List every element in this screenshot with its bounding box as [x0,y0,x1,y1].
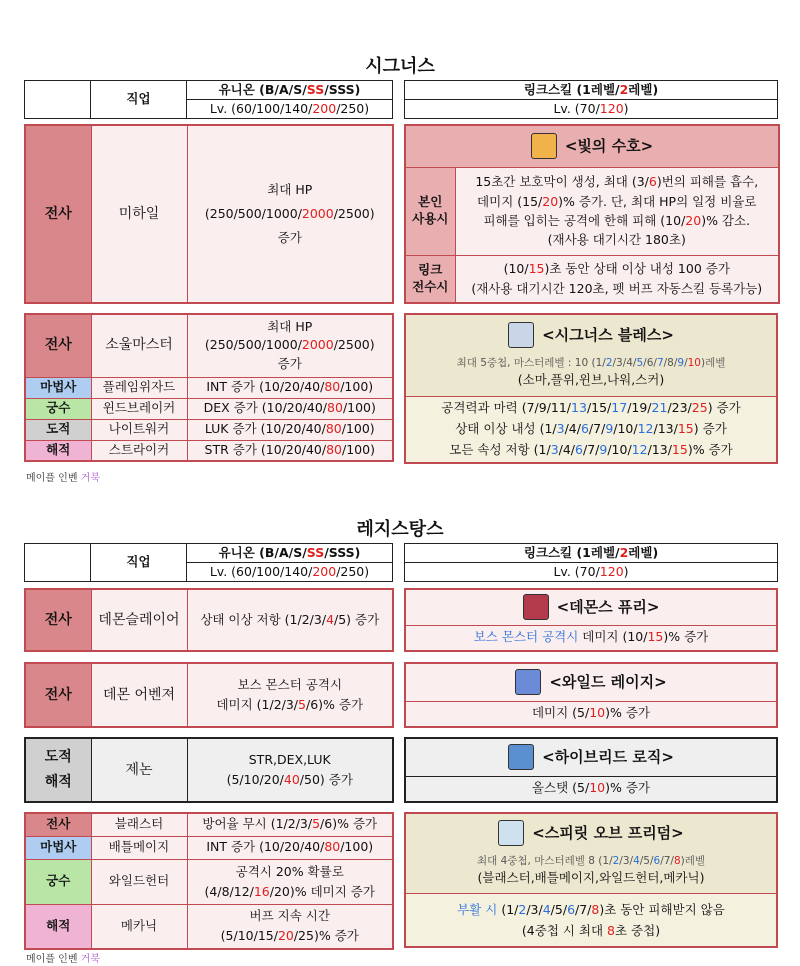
job-soulmaster: 소울마스터 [91,314,187,377]
battlemage-union-effect: INT 증가 (10/20/40/80/100) [187,836,393,859]
mihile-link-block [404,124,780,304]
cygnus-bless-effects: 공격력과 마력 (7/9/11/13/15/17/19/21/23/25) 증가 상태 이상 내성 (1/3/4/6/7/9/10/12/13/15) 증가 모든 속성 저항 (1/3/4/6/7/9/10/12/13/15)% 증가 [405,396,777,463]
class-thief: 도적 [25,419,91,440]
flamewizard-union-effect: INT 증가 (10/20/40/80/100) [187,377,393,398]
self-use-text: 15초간 보호막이 생성, 최대 (3/6)번의 피해를 흡수, 데미지 (15/20)% 증가. 단, 최대 HP의 일정 비율로 피해를 입히는 공격에 한해 피해 (10/20)% 감소. (재사용 대기시간 180초) [455,167,779,255]
job-demon-avenger: 데몬 어벤져 [91,663,187,727]
job-blaster: 블래스터 [91,813,187,836]
demon-slayer-link [404,588,778,652]
wildhunter-union-effect: 공격시 20% 확률로 (4/8/12/16/20)% 데미지 증가 [187,859,393,904]
mihile-union-block [24,124,394,304]
demon-slayer-union [24,588,394,652]
resistance-others-union [24,812,394,950]
xenon-union [24,737,394,803]
mihile-union-effect: 최대 HP (250/500/1000/2000/2500) 증가 [187,125,393,303]
skill-jobs: (소마,플위,윈브,나워,스커) [517,371,665,387]
cygnus-bless-block [404,313,778,464]
header-job: 직업 [91,544,187,582]
wild-rage-text: 데미지 (5/10)% 증가 [405,701,777,727]
header-union-lv: Lv. (60/100/140/200/250) [187,100,393,119]
spirit-of-freedom-skill-icon [498,820,524,846]
skill-name: <빛의 수호> [564,137,654,156]
job-battlemage: 배틀메이지 [91,836,187,859]
resistance-header-right [404,543,778,582]
demon-avenger-union [24,662,394,728]
header-link-lv: Lv. (70/120) [405,100,778,119]
demon-avenger-union-effect: 보스 몬스터 공격시 데미지 (1/2/3/5/6)% 증가 [187,663,393,727]
cygnus-bless-skill-icon [508,322,534,348]
striker-union-effect: STR 증가 (10/20/40/80/100) [187,440,393,461]
header-union: 유니온 (B/A/S/SS/SSS) [187,544,393,563]
job-demon-slayer: 데몬슬레이어 [91,589,187,651]
class-warrior: 전사 [25,663,91,727]
header-job: 직업 [91,81,187,119]
spirit-of-freedom-header [405,813,777,893]
job-xenon: 제논 [91,738,187,802]
class-mage: 마법사 [25,377,91,398]
cygnus-header-left [24,80,393,119]
skill-name: <하이브리드 로직> [542,748,674,767]
skill-sub: 최대 5중첩, 마스터레벨 : 10 (1/2/3/4/5/6/7/8/9/10)레벨 [456,356,726,369]
class-pirate: 해적 [25,440,91,461]
wild-rage-skill-icon [515,669,541,695]
header-link: 링크스킬 (1레벨/2레벨) [405,81,778,100]
job-mihile: 미하일 [91,125,187,303]
hybrid-logic-header [405,738,777,776]
hybrid-logic-skill-icon [508,744,534,770]
skill-name: <스피릿 오브 프리덤> [532,823,684,842]
wild-rage-header [405,663,777,701]
cygnus-header-right [404,80,778,119]
class-warrior: 전사 [25,125,91,303]
cygnus-title: 시그너스 [365,56,435,77]
header-union: 유니온 (B/A/S/SS/SSS) [187,81,393,100]
class-warrior: 전사 [25,813,91,836]
job-windbreaker: 윈드브레이커 [91,398,187,419]
demons-fury-text: 보스 몬스터 공격시 데미지 (10/15)% 증가 [405,625,777,651]
header-blank [25,81,91,119]
resistance-title: 레지스탕스 [356,519,444,540]
demon-avenger-link [404,662,778,728]
skill-name: <와일드 레이지> [549,673,667,692]
header-link: 링크스킬 (1레벨/2레벨) [405,544,778,563]
skill-name: <시그너스 블레스> [542,325,674,344]
link-use-text: (10/15)초 동안 상태 이상 내성 100 증가 (재사용 대기시간 120초, 펫 버프 자동스킬 등록가능) [455,255,779,303]
self-use-label: 본인 사용시 [405,167,455,255]
class-archer: 궁수 [25,398,91,419]
job-striker: 스트라이커 [91,440,187,461]
job-mechanic: 메카닉 [91,904,187,949]
skill-name: <데몬스 퓨리> [556,598,660,617]
resistance-footnote: 메이플 인벤 거북 [26,954,100,965]
class-warrior: 전사 [25,589,91,651]
nightwalker-union-effect: LUK 증가 (10/20/40/80/100) [187,419,393,440]
header-link-lv: Lv. (70/120) [405,563,778,582]
hybrid-logic-text: 올스탯 (5/10)% 증가 [405,776,777,802]
class-warrior: 전사 [25,314,91,377]
class-pirate: 해적 [25,904,91,949]
xenon-union-effect: STR,DEX,LUK (5/10/20/40/50) 증가 [187,738,393,802]
blaster-union-effect: 방어율 무시 (1/2/3/5/6)% 증가 [187,813,393,836]
cygnus-bless-header [405,314,777,396]
xenon-link [404,737,778,803]
windbreaker-union-effect: DEX 증가 (10/20/40/80/100) [187,398,393,419]
header-union-lv: Lv. (60/100/140/200/250) [187,563,393,582]
header-blank [25,544,91,582]
link-use-label: 링크 전수시 [405,255,455,303]
mechanic-union-effect: 버프 지속 시간 (5/10/15/20/25)% 증가 [187,904,393,949]
resistance-header-left [24,543,393,582]
cygnus-others-union [24,313,394,462]
spirit-of-freedom-block [404,812,778,948]
demon-slayer-union-effect: 상태 이상 저항 (1/2/3/4/5) 증가 [187,589,393,651]
mihile-skill-header [405,125,779,167]
cygnus-footnote: 메이플 인벤 거북 [26,473,100,484]
skill-sub: 최대 4중첩, 마스터레벨 8 (1/2/3/4/5/6/7/8)레벨 [476,854,706,867]
soulmaster-union-effect: 최대 HP (250/500/1000/2000/2500) 증가 [187,314,393,377]
demons-fury-header [405,589,777,625]
spirit-of-freedom-effects: 부활 시 (1/2/3/4/5/6/7/8)초 동안 피해받지 않음 (4중첩 시 최대 8초 중첩) [405,893,777,947]
skill-jobs: (블래스터,배틀메이지,와일드헌터,메카닉) [477,869,705,885]
job-nightwalker: 나이트워커 [91,419,187,440]
demons-fury-skill-icon [523,594,549,620]
class-thief-pirate: 도적 해적 [25,738,91,802]
class-mage: 마법사 [25,836,91,859]
class-archer: 궁수 [25,859,91,904]
job-wildhunter: 와일드헌터 [91,859,187,904]
light-guard-skill-icon [531,133,557,159]
job-flamewizard: 플레임위자드 [91,377,187,398]
